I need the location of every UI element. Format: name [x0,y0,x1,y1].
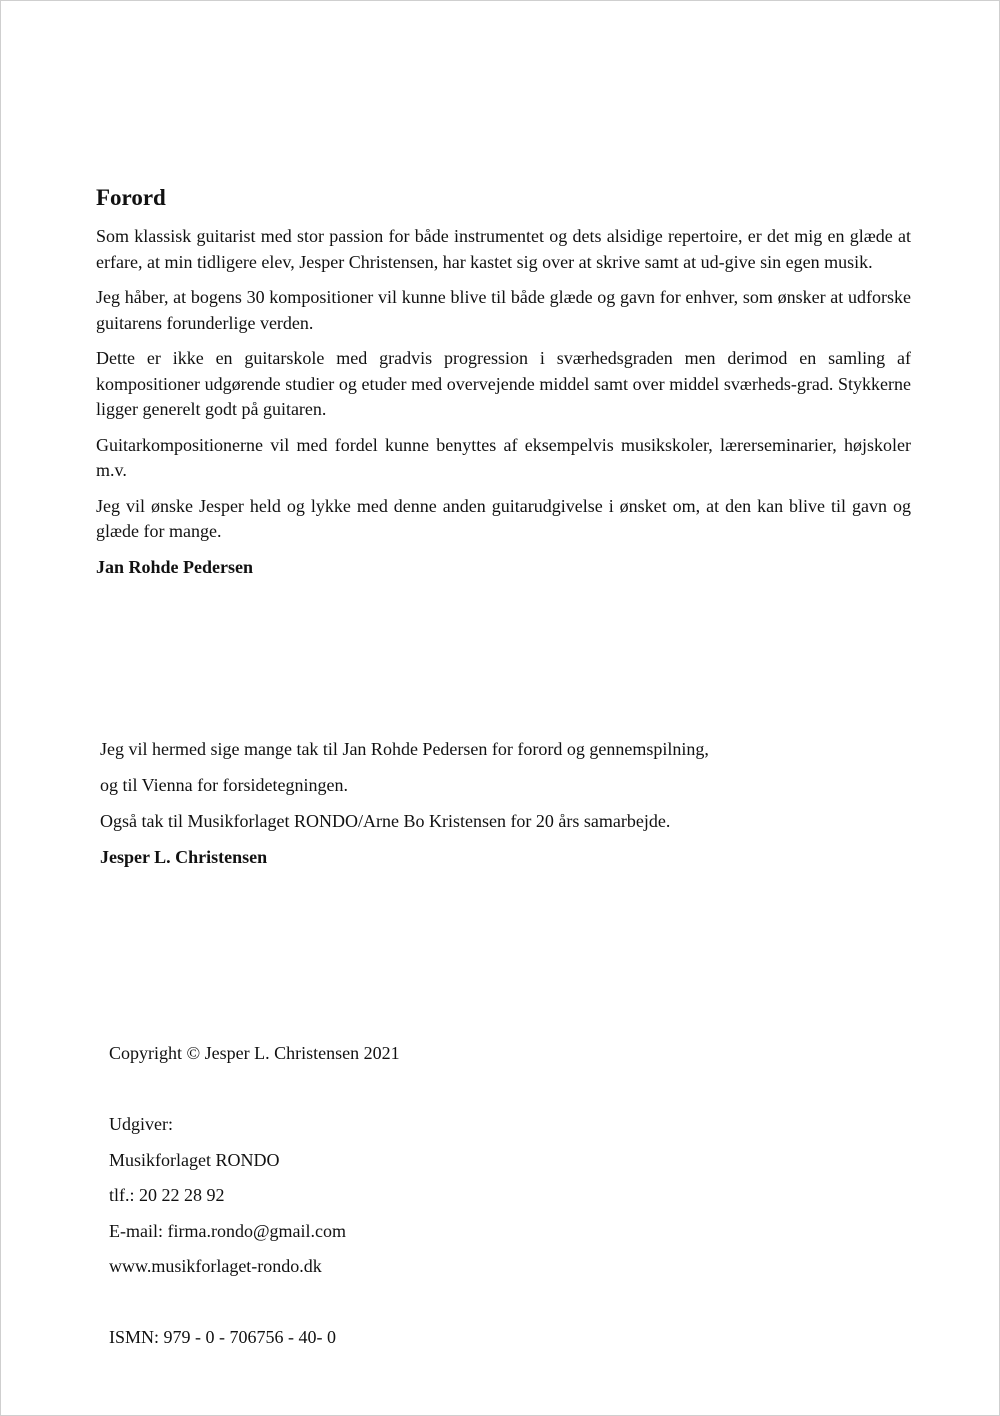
thanks-line-1: Jeg vil hermed sige mange tak til Jan Rohde Pedersen for forord og gennemspilning, [100,739,709,759]
acknowledgements-section [100,737,920,881]
thanks-line-3: Også tak til Musikforlaget RONDO/Arne Bo Kristensen for 20 års samarbejde. [100,811,671,831]
foreword-paragraph-3: Dette er ikke en guitarskole med gradvis progression i sværhedsgraden men derimod en samling af kompositioner udgørende studier og etuder med overvejende middel samt over middel sværheds-grad. Stykkerne ligger generelt godt på guitaren. [96,348,911,419]
ismn-number: ISMN: 979 - 0 - 706756 - 40- 0 [109,1327,336,1347]
thanks-line-2: og til Vienna for forsidetegningen. [100,775,349,795]
foreword-section [96,182,911,590]
copyright-notice: Copyright © Jesper L. Christensen 2021 [109,1043,400,1063]
foreword-paragraph-1: Som klassisk guitarist med stor passion for både instrumentet og dets alsidige repertoire, er det mig en glæde at erfare, at min tidligere elev, Jesper Christensen, har kastet sig over at skrive samt at ud-give sin egen musik. [96,226,911,272]
foreword-paragraph-2: Jeg håber, at bogens 30 kompositioner vil kunne blive til både glæde og gavn for enhver, som ønsker at udforske guitarens forunderlige verden. [96,287,911,333]
publisher-website: www.musikforlaget-rondo.dk [109,1256,322,1276]
foreword-signature: Jan Rohde Pedersen [96,556,253,577]
foreword-title: Forord [96,185,166,210]
publisher-phone: tlf.: 20 22 28 92 [109,1185,225,1205]
publisher-name: Musikforlaget RONDO [109,1150,280,1170]
publisher-email: E-mail: firma.rondo@gmail.com [109,1221,347,1241]
foreword-paragraph-4: Guitarkompositionerne vil med fordel kunne benyttes af eksempelvis musikskoler, lærerseminarier, højskoler m.v. [96,434,911,480]
thanks-signature: Jesper L. Christensen [100,847,268,867]
foreword-paragraph-5: Jeg vil ønske Jesper held og lykke med denne anden guitarudgivelse i ønsket om, at den kan blive til gavn og glæde for mange. [96,495,911,541]
publisher-label: Udgiver: [109,1114,173,1134]
